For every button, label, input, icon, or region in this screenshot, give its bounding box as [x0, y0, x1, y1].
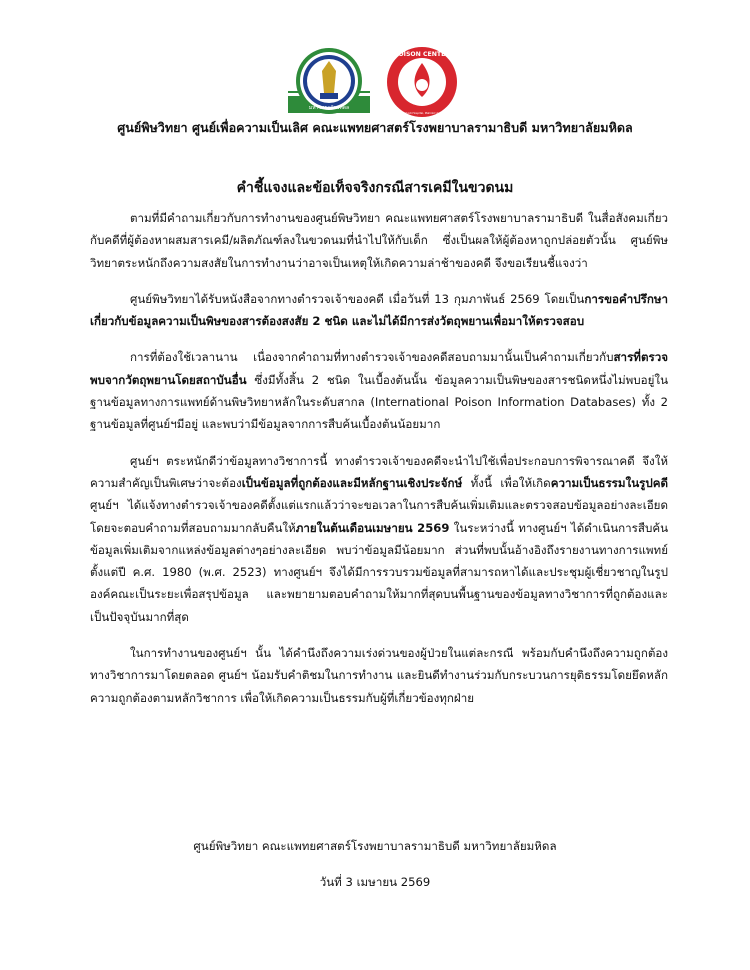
paragraph-4 [90, 450, 668, 628]
paragraph-1: ตามที่มีคำถามเกี่ยวกับการทำงานของศูนย์พิษวิทยา คณะแพทยศาสตร์โรงพยาบาลรามาธิบดี ในสื่อสังคมเกี่ยวกับคดีที่ผู้ต้องหาผสมสารเคมี/ผลิตภัณฑ์ลงในขวดนมที่นำไปให้กับเด็ก ซึ่งเป็นผลให้ผู้ต้องหาถูกปล่อยตัวนั้น ศูนย์พิษวิทยาตระหนักถึงความสงสัยในการทำงานว่าอาจเป็นเหตุให้เกิดความล่าช้าของคดี จึงขอเรียนชี้แจงว่า [90, 211, 668, 270]
logo-left-top-text: ••••• [320, 47, 338, 54]
signature-org: ศูนย์พิษวิทยา คณะแพทยศาสตร์โรงพยาบาลรามาธิบดี มหาวิทยาลัยมหิดล [193, 839, 557, 853]
paragraph-3-bold: สารที่ตรวจพบจากวัตถุพยานโดยสถาบันอื่น [90, 350, 668, 387]
ramathibodi-logo [284, 43, 374, 123]
paragraph-4-bold-b: ความเป็นธรรมในรูปคดี [550, 475, 668, 490]
logo-right-subtext: Ramathibodi Hospital, Mahidol University [395, 112, 449, 115]
paragraph-4-text-d: ในระหว่างนี้ ทางศูนย์ฯ ได้ดำเนินการสืบค้นข้อมูลเพิ่มเติมจากแหล่งข้อมูลต่างๆอย่างละเอียด พบว่าข้อมูลมีน้อยมาก ส่วนที่พบนั้นอ้างอิงถึงรายงานทางการแพทย์ตั้งแต่ปี ค.ศ. 1980 (พ.ศ. 2523) ทางศูนย์ฯ จึงได้มีการรวบรวมข้อมูลที่สามารถหาได้และประชุมผู้เชี่ยวชาญในรูปองค์คณะเป็นระยะเพื่อสรุปข้อมูล และพยายามตอบคำถามให้มากที่สุดบนพื้นฐานของข้อมูลทางวิชาการที่ถูกต้องและเป็นปัจจุบันมากที่สุด [90, 520, 668, 624]
document-body [90, 207, 668, 723]
document-title: คำชี้แจงและข้อเท็จจริงกรณีสารเคมีในขวดนม [236, 180, 514, 196]
organization-header: ศูนย์พิษวิทยา ศูนย์เพื่อความเป็นเลิศ คณะแพทยศาสตร์โรงพยาบาลรามาธิบดี มหาวิทยาลัยมหิดล [117, 120, 633, 135]
paragraph-2-text: ศูนย์พิษวิทยาได้รับหนังสือจากทางตำรวจเจ้าของคดี เมื่อวันที่ 13 กุมภาพันธ์ 2569 โดยเป็น [130, 291, 585, 306]
logo-left-text: มหาวิทยาลัยมหิดล [308, 105, 350, 111]
paragraph-3 [90, 346, 668, 435]
logo-row [0, 47, 750, 115]
signature-block [0, 828, 750, 900]
paragraph-4-bold-c: ภายในต้นเดือนเมษายน 2569 [295, 520, 450, 535]
paragraph-2 [90, 288, 668, 333]
poison-center-logo [385, 45, 459, 119]
paragraph-5: ในการทำงานของศูนย์ฯ นั้น ได้คำนึงถึงความเร่งด่วนของผู้ป่วยในแต่ละกรณี พร้อมกับคำนึงถึงความถูกต้องทางวิชาการมาโดยตลอด ศูนย์ฯ น้อมรับคำติชมในการทำงาน และยินดีทำงานร่วมกับกระบวนการยุติธรรมโดยยึดหลักความถูกต้องตามหลักวิชาการ เพื่อให้เกิดความเป็นธรรมกับผู้ที่เกี่ยวข้องทุกฝ่าย [90, 646, 668, 705]
logo-right-text: POISON CENTER [393, 51, 451, 58]
paragraph-2-bold: การขอคำปรึกษาเกี่ยวกับข้อมูลความเป็นพิษของสารต้องสงสัย 2 ชนิด และไม่ได้มีการส่งวัตถุพยานเพื่อมาให้ตรวจสอบ [90, 291, 668, 329]
paragraph-4-text-c: ศูนย์ฯ ได้แจ้งทางตำรวจเจ้าของคดีตั้งแต่แรกแล้วว่าจะขอเวลาในการสืบค้นเพิ่มเติมและตรวจสอบข้อมูลอย่างละเอียด โดยจะตอบคำถามที่สอบถามมากลับคืนให้ [90, 498, 668, 535]
paragraph-3-text-b: ซึ่งมีทั้งสิ้น 2 ชนิด ในเบื้องต้นนั้น ข้อมูลความเป็นพิษของสารชนิดหนึ่งไม่พบอยู่ในฐานข้อมูลทางการแพทย์ด้านพิษวิทยาหลักในระดับสากล (International Poison Information Databases) ทั้ง 2 ฐานข้อมูลที่ศูนย์ฯมีอยู่ และพบว่ามีข้อมูลจากการสืบค้นเบื้องต้นน้อยมาก [90, 372, 668, 432]
signature-date: วันที่ 3 เมษายน 2569 [319, 875, 431, 889]
paragraph-4-text-a: ศูนย์ฯ ตระหนักดีว่าข้อมูลทางวิชาการนี้ ทางตำรวจเจ้าของคดีจะนำไปใช้เพื่อประกอบการพิจารณาคดี จึงให้ความสำคัญเป็นพิเศษว่าจะต้อง [90, 453, 668, 490]
paragraph-4-text-b: ทั้งนี้ เพื่อให้เกิด [462, 475, 551, 490]
paragraph-4-bold-a: เป็นข้อมูลที่ถูกต้องและมีหลักฐานเชิงประจักษ์ [241, 475, 463, 490]
paragraph-3-text-a: การที่ต้องใช้เวลานาน เนื่องจากคำถามที่ทางตำรวจเจ้าของคดีสอบถามมานั้นเป็นคำถามเกี่ยวกับ [130, 350, 614, 365]
